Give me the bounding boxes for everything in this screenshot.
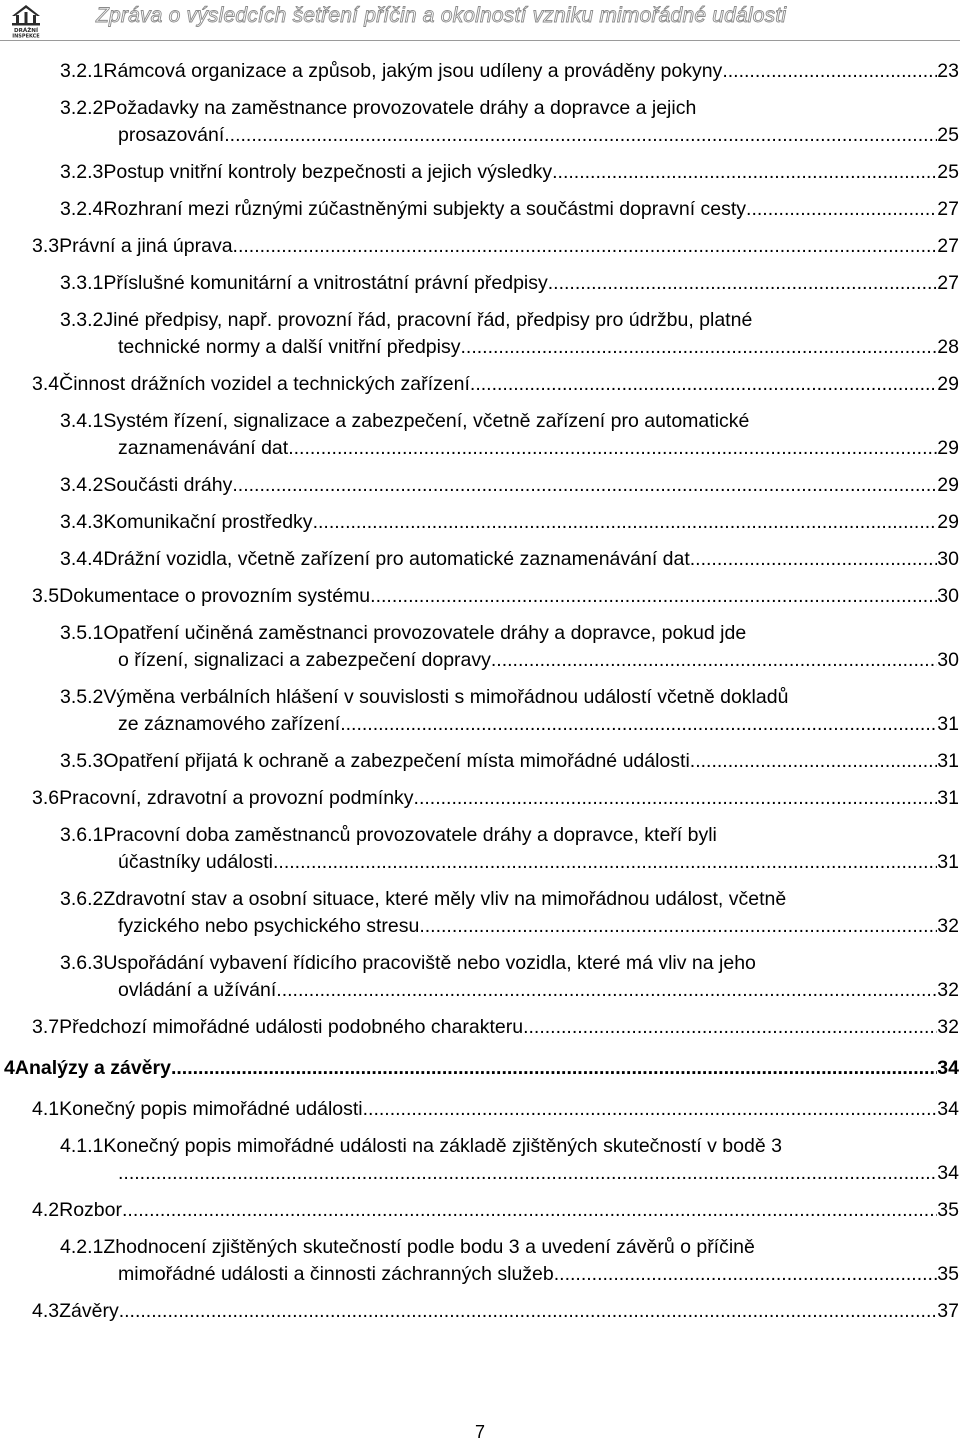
toc-entry[interactable] [0,408,959,462]
toc-leader-dots [288,435,937,462]
toc-entry[interactable] [0,583,959,610]
toc-entry-page: 34 [937,1162,959,1184]
toc-entry-title: Systém řízení, signalizace a zabezpečení, včetně zařízení pro automatické [103,410,750,432]
toc-entry-number: 3.6.2 [60,888,104,910]
toc-entry-page: 29 [937,511,959,533]
toc-entry[interactable] [0,1096,959,1123]
toc-leader-dots [491,647,937,674]
toc-entry-number: 3.4.3 [60,511,104,533]
toc-leader-dots [232,472,937,499]
logo-text-top: DRÁŽNÍ [13,28,39,34]
toc-entry-title: Opatření přijatá k ochraně a zabezpečení místa mimořádné události [103,750,690,772]
toc-leader-dots [552,159,937,186]
toc-entry-title: fyzického nebo psychického stresu [118,915,420,937]
toc-entry-title: Součásti dráhy [103,474,233,496]
toc-entry-title: Komunikační prostředky [103,511,313,533]
toc-entry-number: 3.2.1 [60,60,104,82]
toc-entry-title: ze záznamového zařízení [118,713,341,735]
toc-entry-page: 29 [937,437,959,459]
toc-entry-number: 3.4.2 [60,474,104,496]
toc-leader-dots [122,1197,937,1224]
toc-entry-number: 4 [4,1057,15,1079]
toc-entry-page: 27 [937,235,959,257]
toc-entry-number: 3.4.1 [60,410,104,432]
toc-leader-dots [370,583,937,610]
toc-entry-number: 3.6 [32,787,60,809]
toc-entry-number: 3.2.3 [60,161,104,183]
toc-entry[interactable] [0,785,959,812]
toc-leader-dots [419,913,937,940]
toc-entry[interactable] [0,822,959,876]
toc-entry-title: účastníky události [118,851,274,873]
toc-entry-title: Požadavky na zaměstnance provozovatele dráhy a dopravce a jejich [103,97,697,119]
toc-entry[interactable] [0,886,959,940]
toc-entry-title: Rozhraní mezi různými zúčastněnými subjekty a součástmi dopravní cesty [103,198,747,220]
toc-entry[interactable] [0,371,959,398]
toc-entry-page: 27 [937,198,959,220]
toc-leader-dots [224,122,937,149]
toc-entry-number: 3.3 [32,235,60,257]
toc-entry-title: Rozbor [59,1199,122,1221]
toc-entry-title: Zhodnocení zjištěných skutečností podle bodu 3 a uvedení závěrů o příčině [103,1236,755,1258]
toc-entry[interactable] [0,1133,959,1187]
toc-entry-title: ovládání a užívání [118,979,277,1001]
toc-entry[interactable] [0,620,959,674]
toc-entry-page: 23 [937,60,959,82]
toc-entry-number: 4.2.1 [60,1236,104,1258]
toc-entry-number: 4.1.1 [60,1135,104,1157]
toc-entry-page: 32 [937,1016,959,1038]
toc-entry[interactable] [0,270,959,297]
toc-entry-title: Dokumentace o provozním systému [59,585,371,607]
toc-entry-page: 29 [937,373,959,395]
toc-entry-page: 35 [937,1263,959,1285]
page-number: 7 [474,1422,485,1442]
toc-entry-title: Opatření učiněná zaměstnanci provozovatele dráhy a dopravce, pokud jde [103,622,747,644]
toc-entry[interactable] [0,748,959,775]
toc-entry[interactable] [0,196,959,223]
toc-entry-title: Příslušné komunitární a vnitrostátní právní předpisy [103,272,548,294]
toc-leader-dots [548,270,938,297]
toc-entry-page: 32 [937,979,959,1001]
toc-entry[interactable] [0,159,959,186]
toc-leader-dots [119,1298,938,1325]
toc-entry-number: 3.6.1 [60,824,104,846]
toc-entry-page: 30 [937,548,959,570]
toc-entry-page: 34 [937,1057,959,1079]
toc-entry-number: 4.3 [32,1300,60,1322]
toc-entry-number: 3.3.1 [60,272,104,294]
toc-entry[interactable] [0,1234,959,1288]
toc-entry-page: 25 [937,161,959,183]
toc-entry-title: technické normy a další vnitřní předpisy [118,336,461,358]
toc-entry-page: 29 [937,474,959,496]
toc-entry[interactable] [0,684,959,738]
toc-entry-title: zaznamenávání dat [118,437,289,459]
toc-entry-number: 3.4.4 [60,548,104,570]
toc-entry-number: 3.4 [32,373,60,395]
toc-leader-dots [414,785,938,812]
toc-entry[interactable] [0,950,959,1004]
toc-leader-dots [690,748,938,775]
toc-entry[interactable] [0,1197,959,1224]
toc-entry-title: Konečný popis mimořádné události na základě zjištěných skutečností v bodě 3 [103,1135,782,1157]
drazni-inspekce-logo [4,2,48,38]
toc-leader-dots [313,509,938,536]
toc-leader-dots [363,1096,938,1123]
toc-entry-page: 34 [937,1098,959,1120]
toc-entry-page: 30 [937,585,959,607]
toc-entry-number: 3.5.3 [60,750,104,772]
toc-entry-number: 3.6.3 [60,952,104,974]
toc-entry-page: 35 [937,1199,959,1221]
toc-entry[interactable] [0,95,959,149]
toc-entry[interactable] [0,472,959,499]
toc-leader-dots [340,711,937,738]
toc-entry-title: Zdravotní stav a osobní situace, které měly vliv na mimořádnou událost, včetně [103,888,787,910]
toc-leader-dots [273,849,937,876]
toc-entry[interactable] [0,58,959,85]
toc-entry-page: 25 [937,124,959,146]
toc-entry-page: 37 [937,1300,959,1322]
toc-entry[interactable] [0,509,959,536]
toc-entry-page: 28 [937,336,959,358]
toc-entry-title: Postup vnitřní kontroly bezpečnosti a jejich výsledky [103,161,553,183]
toc-entry-page: 31 [937,787,959,809]
toc-entry-page: 31 [937,851,959,873]
toc-leader-dots [746,196,937,223]
toc-entry-page: 27 [937,272,959,294]
toc-entry-title: Závěry [59,1300,119,1322]
toc-leader-dots [523,1014,937,1041]
toc-entry[interactable] [0,233,959,260]
toc-entry-page: 31 [937,713,959,735]
toc-entry-number: 3.5.1 [60,622,104,644]
toc-leader-dots [276,977,937,1004]
toc-leader-dots [461,334,938,361]
page-header [0,0,960,44]
toc-entry[interactable] [0,307,959,361]
header-divider [0,40,960,41]
report-title: Zpráva o výsledcích šetření příčin a okolností vzniku mimořádné události [96,4,787,27]
toc-entry-title: Uspořádání vybavení řídicího pracoviště nebo vozidla, které má vliv na jeho [103,952,756,974]
toc-entry-title: Činnost drážních vozidel a technických zařízení [59,373,470,395]
toc-entry-number: 3.7 [32,1016,60,1038]
toc-entry-page: 31 [937,750,959,772]
toc-leader-dots [233,233,938,260]
toc-entry-number: 3.2.2 [60,97,104,119]
toc-leader-dots [722,58,937,85]
toc-entry-title: Analýzy a závěry [14,1057,171,1079]
toc-entry-title: Rámcová organizace a způsob, jakým jsou udíleny a prováděny pokyny [103,60,723,82]
toc-entry-title: Drážní vozidla, včetně zařízení pro automatické zaznamenávání dat [103,548,690,570]
toc-entry-number: 3.5 [32,585,60,607]
toc-entry-page: 30 [937,649,959,671]
logo-text-bottom: INSPEKCE [12,33,40,38]
toc-entry[interactable] [0,1055,959,1082]
toc-entry-title: Jiné předpisy, např. provozní řád, pracovní řád, předpisy pro údržbu, platné [103,309,753,331]
toc-entry-number: 4.1 [32,1098,60,1120]
toc-entry-number: 3.5.2 [60,686,104,708]
toc-entry-number: 3.2.4 [60,198,104,220]
toc-leader-dots [171,1055,937,1082]
toc-entry-title: Pracovní doba zaměstnanců provozovatele dráhy a dopravce, kteří byli [103,824,717,846]
toc-entry-title: Konečný popis mimořádné události [59,1098,363,1120]
toc-entry-title: o řízení, signalizaci a zabezpečení dopravy [118,649,491,671]
toc-entry[interactable] [0,1014,959,1041]
toc-entry-title: Předchozí mimořádné události podobného charakteru [59,1016,524,1038]
toc-entry-number: 3.3.2 [60,309,104,331]
toc-entry-title: prosazování [118,124,225,146]
toc-leader-dots [554,1261,938,1288]
toc-leader-dots [118,1160,937,1187]
toc-entry-title: Právní a jiná úprava [59,235,233,257]
toc-entry-title: Výměna verbálních hlášení v souvislosti s mimořádnou událostí včetně dokladů [103,686,789,708]
toc-leader-dots [690,546,938,573]
toc-entry-number: 4.2 [32,1199,60,1221]
toc-entry[interactable] [0,1298,959,1325]
toc-entry-title: mimořádné události a činnosti záchranných služeb [118,1263,554,1285]
toc-entry[interactable] [0,546,959,573]
toc-entry-page: 32 [937,915,959,937]
table-of-contents [0,58,960,1325]
toc-entry-title: Pracovní, zdravotní a provozní podmínky [59,787,414,809]
toc-leader-dots [470,371,937,398]
